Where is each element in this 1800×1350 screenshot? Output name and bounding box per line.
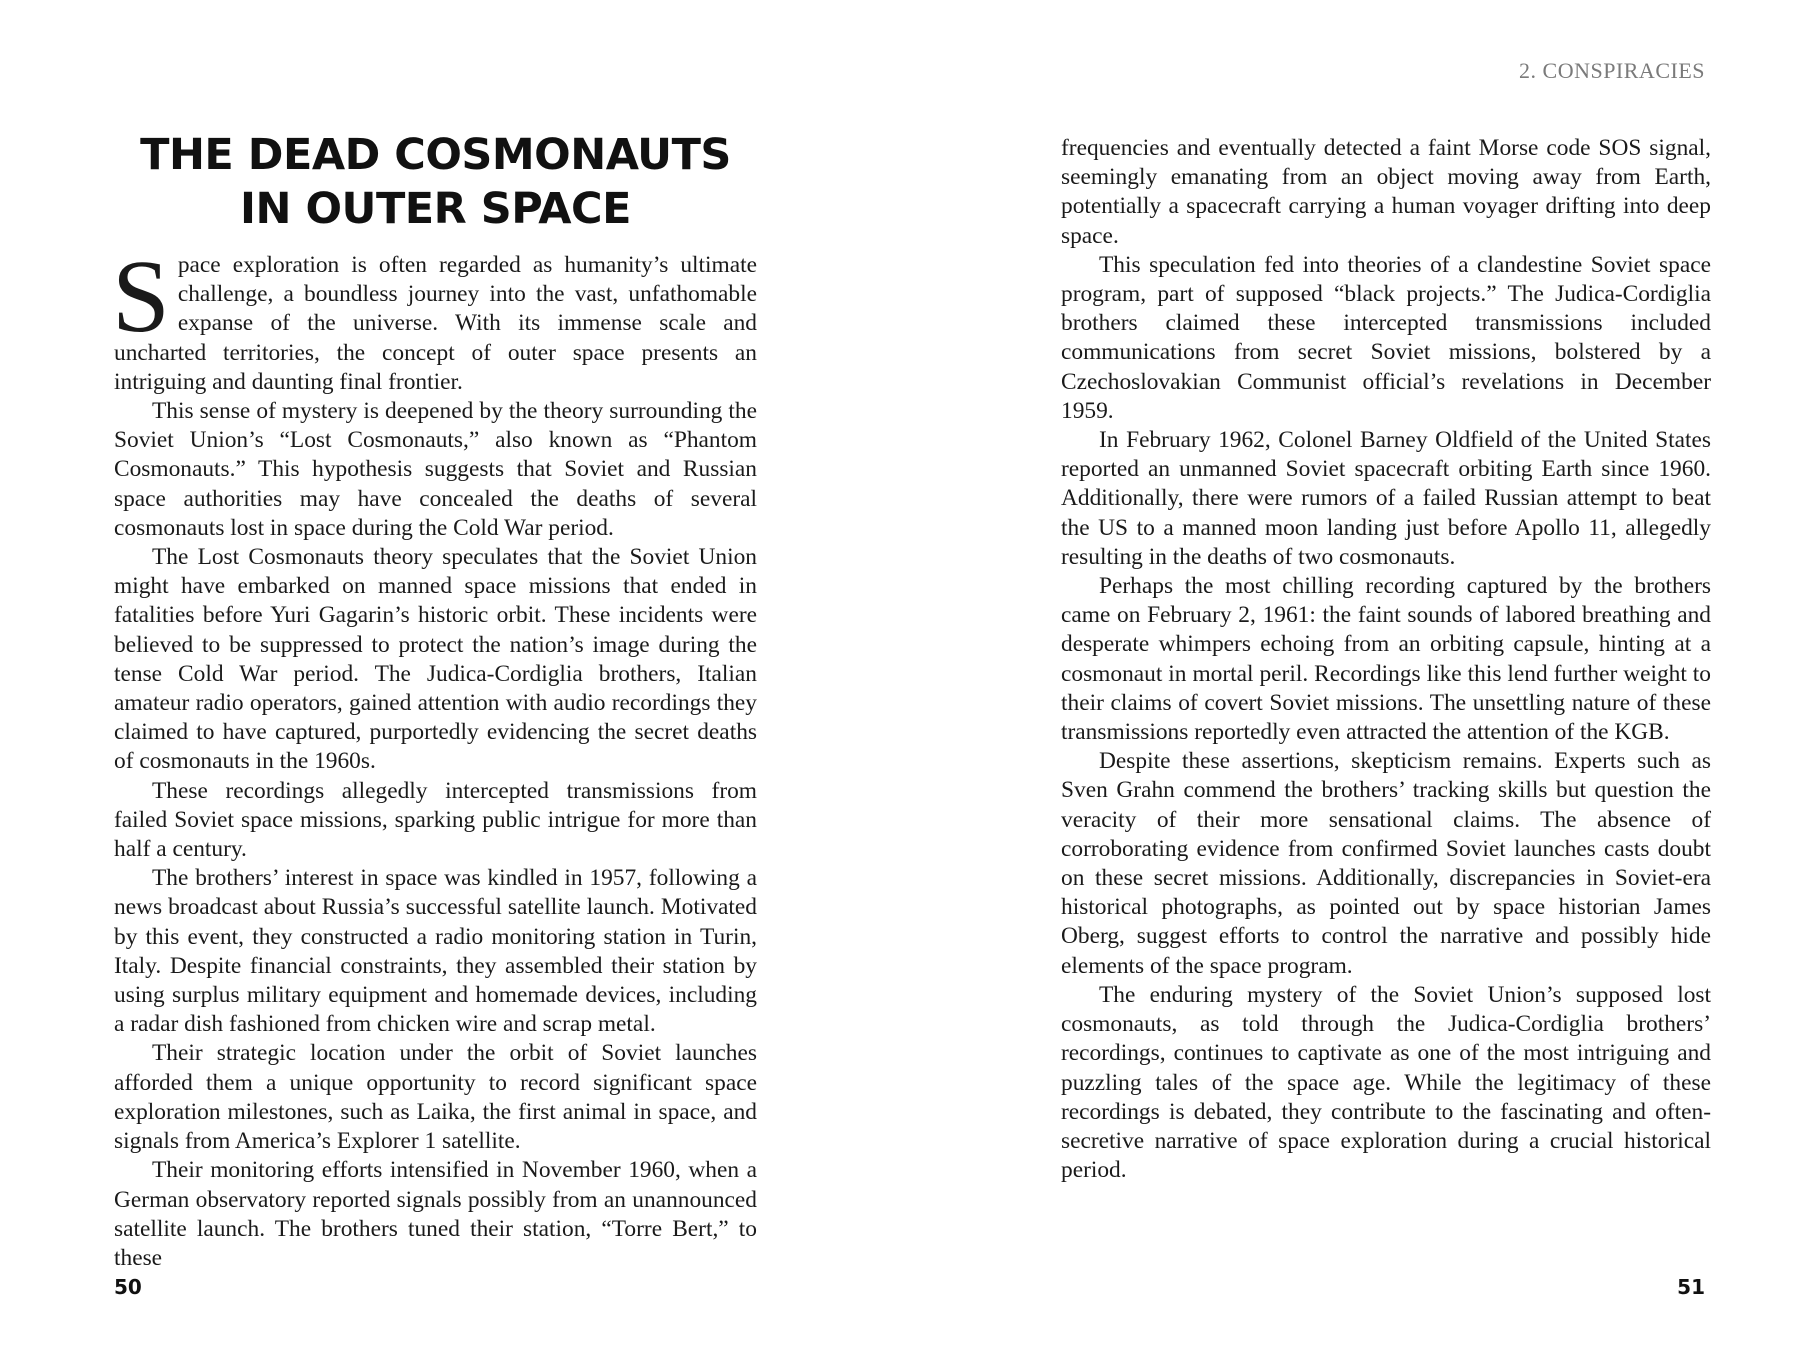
paragraph: This sense of mystery is deepened by the theory surrounding the Soviet Union’s “Lost Cosmonauts,” also known as “Phantom Cosmonauts.” This hypothesis suggests that Soviet and Russian space authorities may have concealed the deaths of several cosmonauts lost in space during the Cold War period. [114, 398, 757, 541]
paragraph: Despite these assertions, skepticism remains. Experts such as Sven Grahn commend the brothers’ tracking skills but question the veracity of their more sensational claims. The absence of corroborating evidence from confirmed Soviet launches casts doubt on these secret missions. Additionally, discrepancies in Soviet-era historical photographs, as pointed out by space historian James Oberg, suggest efforts to control the narrative and possibly hide elements of the space program. [1061, 748, 1711, 979]
drop-cap: S [112, 239, 170, 354]
paragraph [112, 239, 757, 397]
right-page [900, 0, 1800, 1350]
paragraph: This speculation fed into theories of a clandestine Soviet space program, part of supposed “black projects.” The Judica-Cordiglia brothers claimed these intercepted transmissions included communications from secret Soviet missions, bolstered by a Czechoslovakian Communist official’s revelations in December 1959. [1061, 251, 1711, 424]
paragraph: The Lost Cosmonauts theory speculates that the Soviet Union might have embarked on manned space missions that ended in fatalities before Yuri Gagarin’s historic orbit. These incidents were believed to be suppressed to protect the nation’s image during the tense Cold War period. The Judica-Cordiglia brothers, Italian amateur radio operators, gained attention with audio recordings they claimed to have captured, purportedly evidencing the secret deaths of cosmonauts in the 1960s. [114, 544, 757, 775]
paragraph: Their strategic location under the orbit of Soviet launches afforded them a unique opportunity to record significant space exploration milestones, such as Laika, the first animal in space, and signals from America’s Explorer 1 satellite. [114, 1040, 757, 1155]
paragraph: The enduring mystery of the Soviet Union’s supposed lost cosmonauts, as told through the Judica-Cordiglia brothers’ recordings, continues to captivate as one of the most intriguing and puzzling tales of the space age. While the legitimacy of these recordings is debated, they contribute to the fascinating and often-secretive narrative of space exploration during a crucial historical period. [1061, 981, 1711, 1184]
paragraph: Their monitoring efforts intensified in November 1960, when a German observatory reported signals possibly from an unannounced satellite launch. The brothers tuned their station, “Torre Bert,” to these [114, 1157, 757, 1271]
paragraph-text: pace exploration is often regarded as humanity’s ultimate challenge, a boundless journey into the vast, unfathomable expanse of the universe. With its immense scale and uncharted territories, the concept of outer space presents an intriguing and daunting final frontier. [114, 252, 757, 395]
left-page-body [112, 239, 757, 1273]
chapter-title: THE DEAD COSMONAUTS IN OUTER SPACE [140, 130, 731, 234]
paragraph: These recordings allegedly intercepted transmissions from failed Soviet space missions, sparking public intrigue for more than half a century. [114, 777, 757, 863]
paragraph: Perhaps the most chilling recording captured by the brothers came on February 2, 1961: the faint sounds of labored breathing and desperate whimpers echoing from an orbiting capsule, hinting at a cosmonaut in mortal peril. Recordings like this lend further weight to their claims of covert Soviet missions. The unsettling nature of these transmissions reportedly even attracted the attention of the KGB. [1061, 573, 1711, 746]
running-head: 2. CONSPIRACIES [1519, 58, 1705, 83]
paragraph: In February 1962, Colonel Barney Oldfield of the United States reported an unmanned Soviet spacecraft orbiting Earth since 1960. Additionally, there were rumors of a failed Russian attempt to beat the US to a manned moon landing just before Apollo 11, allegedly resulting in the deaths of two cosmonauts. [1061, 427, 1711, 570]
paragraph: The brothers’ interest in space was kindled in 1957, following a news broadcast about Russia’s successful satellite launch. Motivated by this event, they constructed a radio monitoring station in Turin, Italy. Despite financial constraints, they assembled their station by using surplus military equipment and homemade devices, including a radar dish fashioned from chicken wire and scrap metal. [114, 865, 757, 1038]
paragraph: frequencies and eventually detected a faint Morse code SOS signal, seemingly emanating from an object moving away from Earth, potentially a spacecraft carrying a human voyager drifting into deep space. [1061, 135, 1711, 249]
right-page-body [1061, 134, 1711, 1185]
page-number-left: 50 [114, 1275, 142, 1299]
page-number-right: 51 [1677, 1275, 1705, 1299]
